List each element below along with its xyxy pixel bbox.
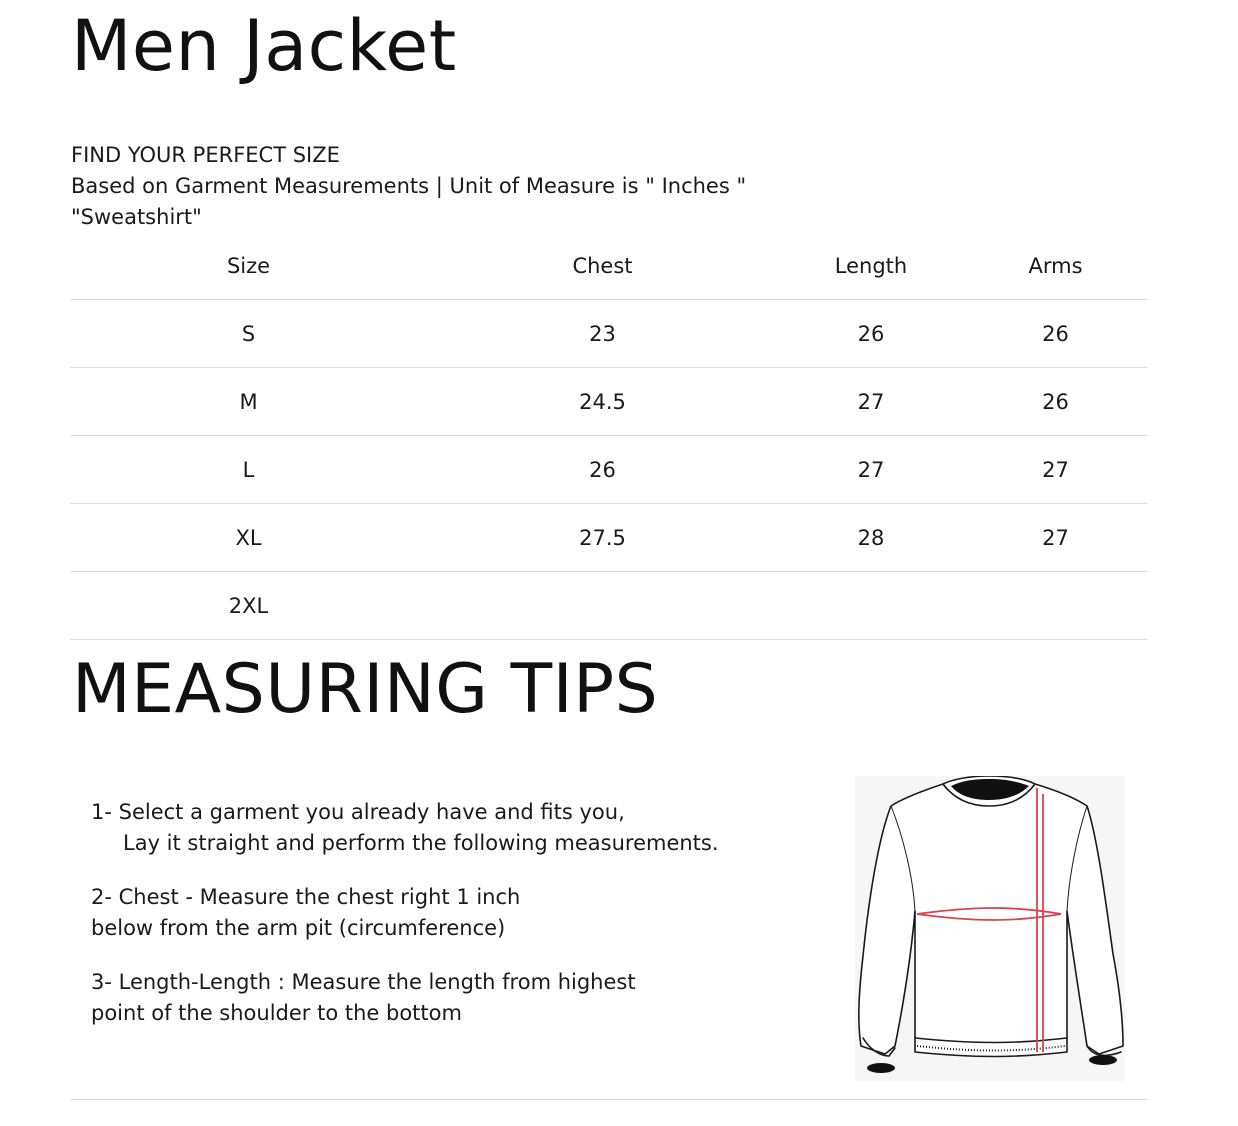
intro-garment-type: "Sweatshirt" bbox=[71, 205, 202, 229]
header-arms: Arms bbox=[1028, 253, 1083, 278]
cell-arms: 26 bbox=[964, 300, 1147, 368]
size-chart-table bbox=[70, 232, 1147, 640]
cell-chest: 24.5 bbox=[427, 368, 778, 436]
tip-text: 1- Select a garment you already have and fits you, bbox=[91, 800, 625, 824]
cell-length: 27 bbox=[778, 436, 964, 504]
table-row bbox=[70, 368, 1147, 436]
cell-size: L bbox=[70, 436, 427, 504]
cell-chest: 23 bbox=[427, 300, 778, 368]
measuring-tips-title: MEASURING TIPS bbox=[72, 650, 659, 729]
tip-item bbox=[91, 882, 719, 944]
tip-text: 2- Chest - Measure the chest right 1 inch bbox=[91, 885, 521, 909]
intro-heading: FIND YOUR PERFECT SIZE bbox=[71, 143, 340, 167]
cell-size: 2XL bbox=[70, 572, 427, 640]
tip-text: 3- Length-Length : Measure the length from highest bbox=[91, 970, 636, 994]
page-title: Men Jacket bbox=[71, 5, 457, 87]
tip-item bbox=[91, 967, 719, 1029]
cell-length: 28 bbox=[778, 504, 964, 572]
cell-size: S bbox=[70, 300, 427, 368]
header-length: Length bbox=[834, 253, 908, 278]
table-row bbox=[70, 300, 1147, 368]
cell-length bbox=[778, 572, 964, 640]
header-chest: Chest bbox=[572, 253, 633, 278]
cell-length: 27 bbox=[778, 368, 964, 436]
table-row bbox=[70, 504, 1147, 572]
intro-measurement-basis: Based on Garment Measurements | Unit of Measure is " Inches " bbox=[71, 174, 747, 198]
cell-chest bbox=[427, 572, 778, 640]
header-size: Size bbox=[226, 253, 271, 278]
bottom-divider bbox=[70, 1099, 1147, 1100]
cell-chest: 26 bbox=[427, 436, 778, 504]
cell-arms: 27 bbox=[964, 436, 1147, 504]
tip-text: below from the arm pit (circumference) bbox=[91, 916, 506, 940]
cell-size: XL bbox=[70, 504, 427, 572]
tip-text: Lay it straight and perform the following measurements. bbox=[123, 831, 719, 855]
cell-chest: 27.5 bbox=[427, 504, 778, 572]
table-row bbox=[70, 572, 1147, 640]
measuring-tips-list bbox=[91, 797, 719, 1052]
cell-arms bbox=[964, 572, 1147, 640]
tip-text: point of the shoulder to the bottom bbox=[91, 1001, 462, 1025]
sweatshirt-icon bbox=[855, 776, 1125, 1081]
table-row bbox=[70, 436, 1147, 504]
sweatshirt-measurement-diagram bbox=[855, 776, 1125, 1081]
cell-arms: 27 bbox=[964, 504, 1147, 572]
intro-block bbox=[71, 140, 746, 233]
cell-size: M bbox=[70, 368, 427, 436]
cell-length: 26 bbox=[778, 300, 964, 368]
cell-arms: 26 bbox=[964, 368, 1147, 436]
tip-item bbox=[91, 797, 719, 859]
table-header-row bbox=[70, 232, 1147, 300]
